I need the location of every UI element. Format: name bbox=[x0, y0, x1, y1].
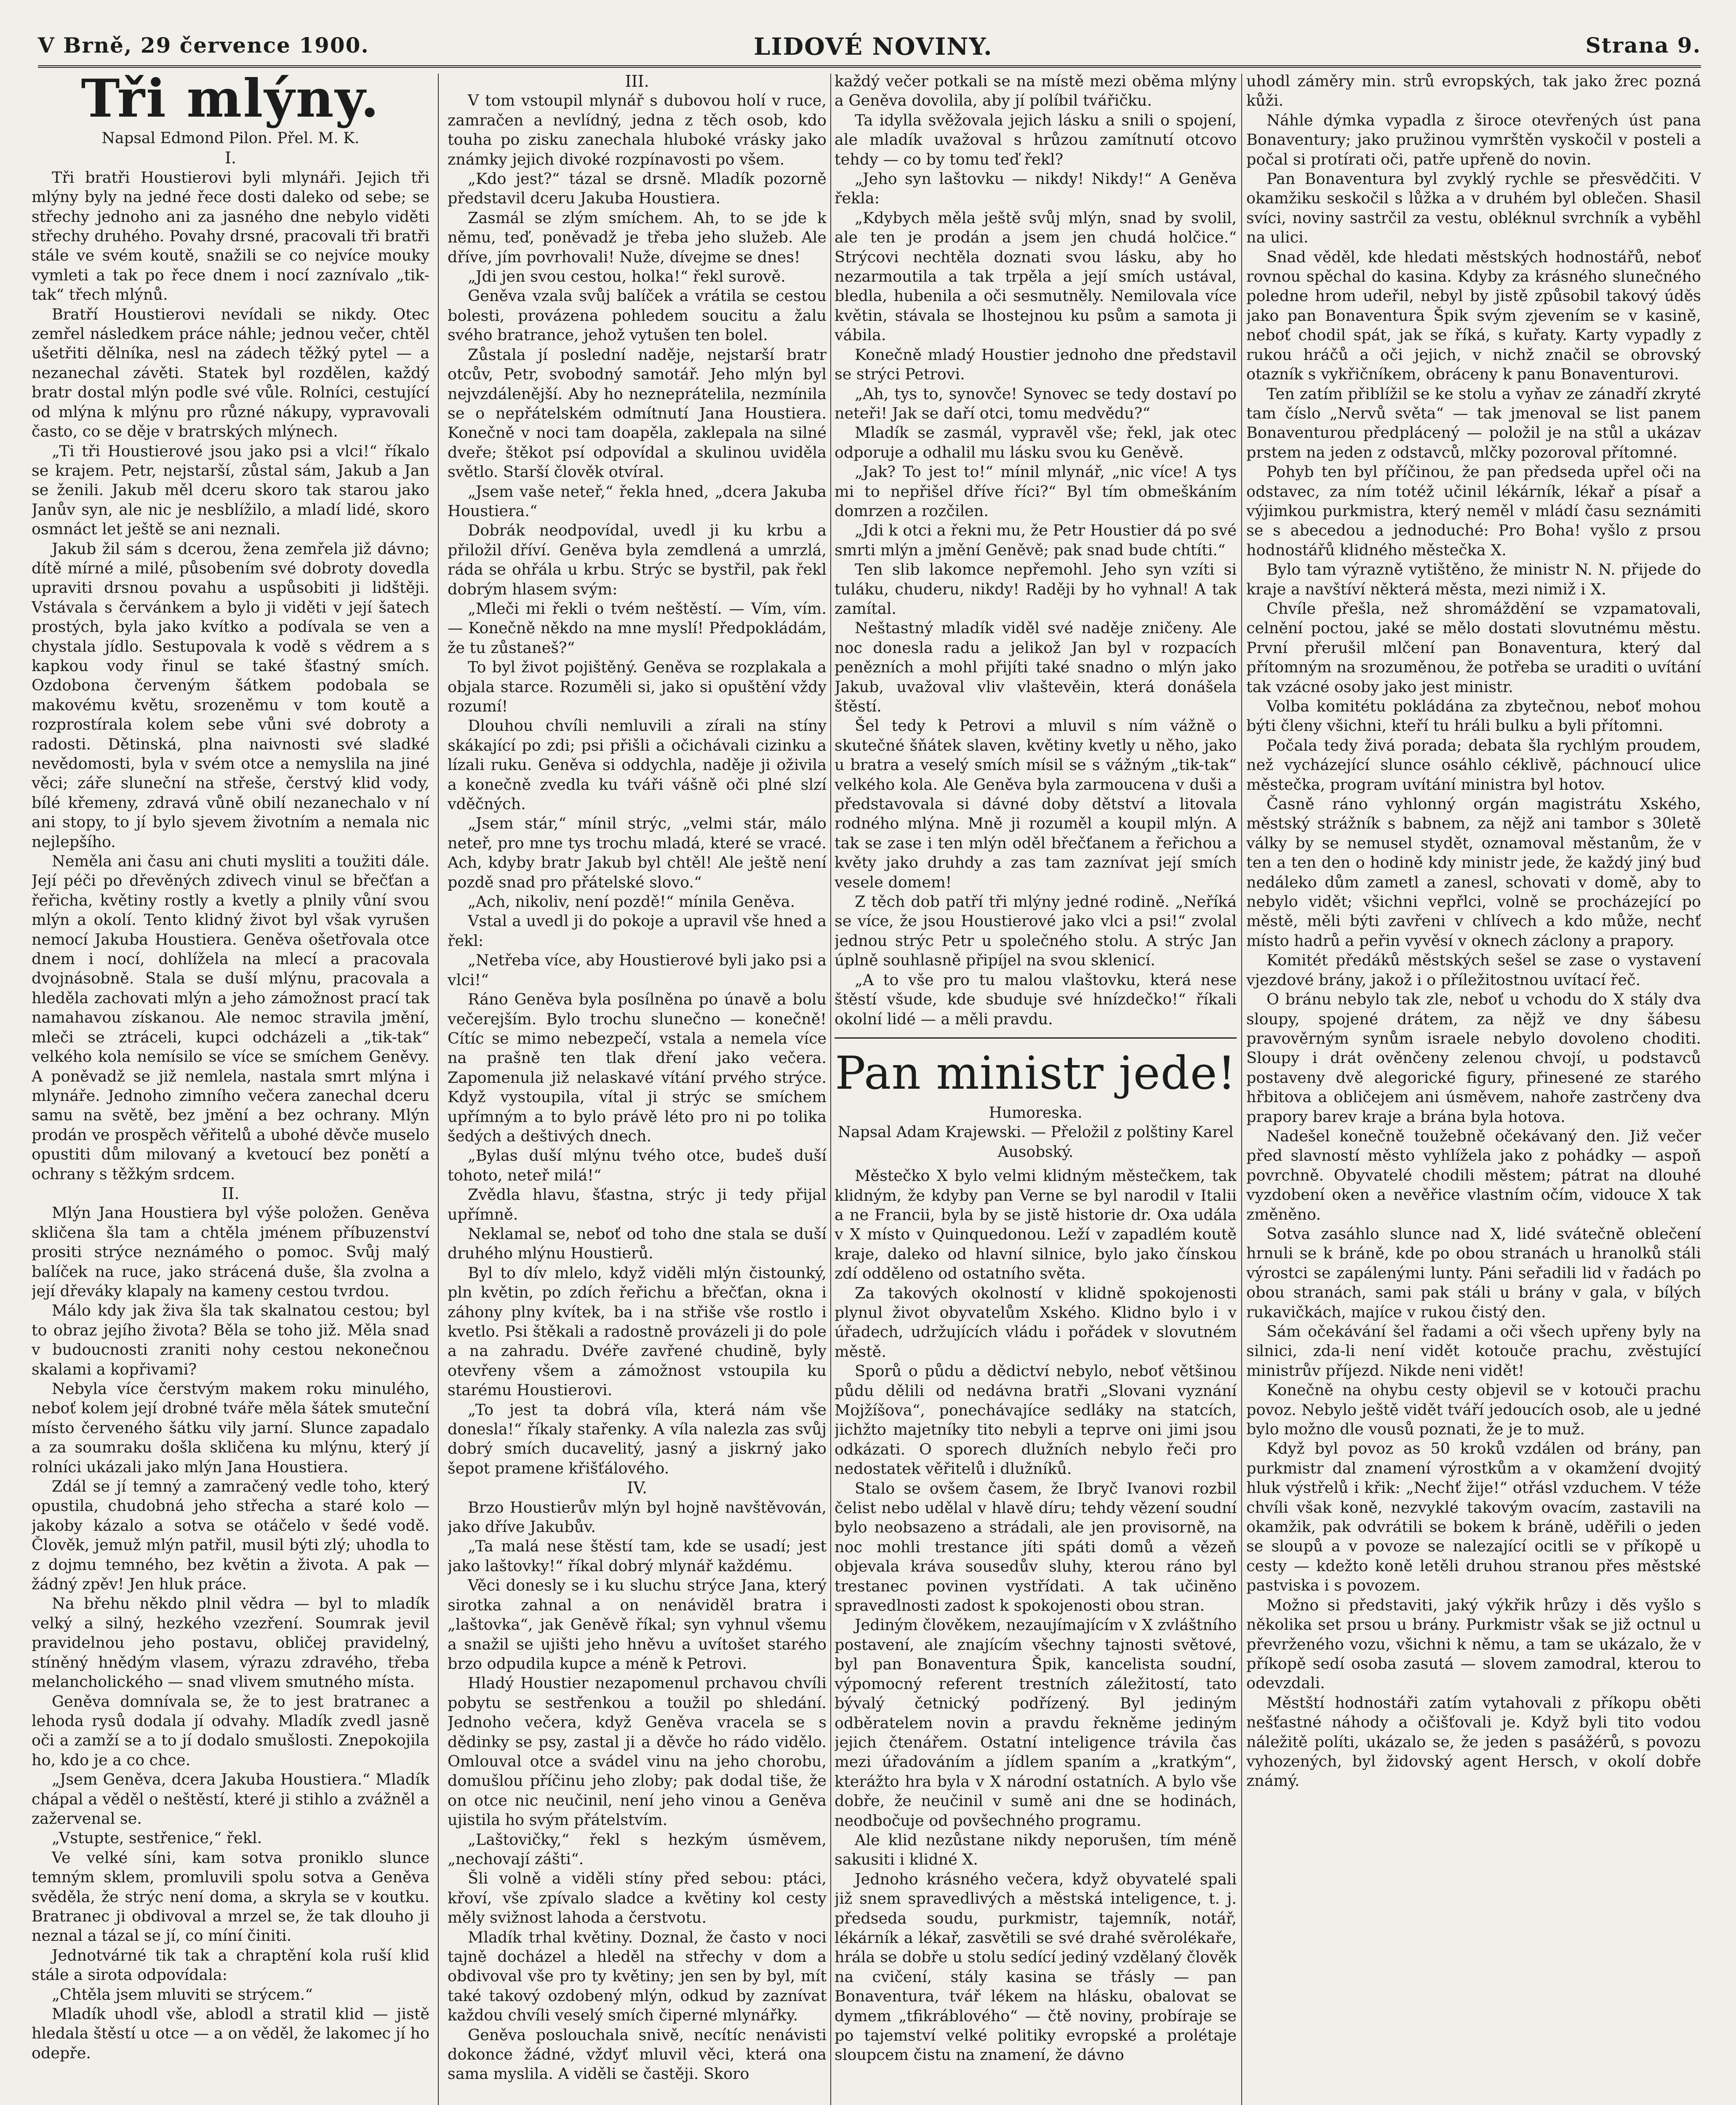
paragraph: Ráno Geněva byla posílněna po únavě a bolu večerejším. Bylo trochu slunečno — konečně! Cítíc se mimo nebezpečí, vstala a nemela více na prašně ten tlak dření jako večera. Zapomenula již nelaskavé vítání prvého strýce. Když vystoupila, vítal ji strýc se smíchem upřímným a to bylo právě léto pro ni po tolika šedých a deštivých dnech. bbox=[448, 990, 827, 1145]
issue-date: V Brně, 29 července 1900. bbox=[38, 33, 369, 58]
column-rule bbox=[438, 74, 439, 2105]
paragraph: Brzo Houstierův mlýn byl hojně navštěvován, jako dříve Jakubův. bbox=[448, 1498, 827, 1536]
paragraph: Zvědla hlavu, šťastna, strýc ji tedy přijal upřímně. bbox=[448, 1186, 827, 1223]
paragraph: „Ti tři Houstierové jsou jako psi a vlci!“ říkalo se krajem. Petr, nejstarší, zůstal sám, Jakub a Jan se ženili. Jakub měl dceru skoro tak starou jako Janův syn, ale nic je nesblížilo, a mladí lidé, skoro osmnáct let ještě se ani neznali. bbox=[32, 442, 429, 538]
paragraph: Městečko X bylo velmi klidným městečkem, tak klidným, že kdyby pan Verne se byl narodil v Italii a ne Francii, byla by se jistě historie dr. Oxa udála v X místo v Quinquedonou. Leží v zapadlém koutě kraje, daleko od hlavní silnice, bylo jako čínskou zdí odděleno od ostatního světa. bbox=[835, 1167, 1237, 1283]
paragraph: Věci donesly se i ku sluchu strýce Jana, který sirotka zahnal a on nenáviděl bratra i „laštovka“, jak Geněvě říkal; syn vyhnul všemu a snažil se ujišti jeho hněvu a uvítošet starého brzo odpudila kupce a méně k Petrovi. bbox=[448, 1576, 827, 1673]
story-title: Tři mlýny. bbox=[81, 72, 380, 129]
paragraph: Městští hodnostáři zatím vytahovali z příkopu oběti nešťastné náhody a očišťovali je. Když byli tito vodou náležitě políti, ukázalo se, že jeden s pasážérů, s povozu vyhozených, byl židovský agent Hersch, v okolí dobře známý. bbox=[1246, 1693, 1701, 1790]
paragraph: „Chtěla jsem mluviti se strýcem.“ bbox=[52, 1985, 313, 2004]
paragraph: To byl život pojištěný. Geněva se rozplakala a objala starce. Rozuměli si, jako si opuštění vždy rozumí! bbox=[448, 658, 827, 715]
paragraph: Geněva vzala svůj balíček a vrátila se cestou bolesti, provázena pohledem soucitu a žalu svého bratrance, jehož vytušen ten bolel. bbox=[448, 287, 827, 344]
column-rule bbox=[1241, 74, 1242, 2105]
paragraph: Ve velké síni, kam sotva proniklo slunce temným sklem, promluvili spolu sotva a Geněva svěděla, že strýc není doma, a skryla se v koutku. Bratranec ji obdivoval a mrzel se, že tak dlouho ji neznal a tázal se jí, co míní činiti. bbox=[32, 1848, 429, 1945]
section-divider bbox=[835, 1037, 1237, 1039]
paragraph: Bylo tam výrazně vytištěno, že ministr N. N. přijede do kraje a navštíví některá města, mezi nimiž i X. bbox=[1246, 560, 1701, 598]
paragraph: „To jest ta dobrá víla, která nám vše donesla!“ říkaly stařenky. A víla nalezla zas svůj dobrý smích ducavelitý, jasný a jiskrný jako šepot pramene křišťálového. bbox=[448, 1400, 827, 1477]
paragraph: Dlouhou chvíli nemluvili a zírali na stíny skákající po zdi; psi přišli a očichávali cizinku a lízali ruku. Geněva si oddychla, naděje ji oživila a konečně zvedla ku tváři vášně oči plné slzí vděčných. bbox=[448, 717, 827, 813]
paragraph: „Kdybych měla ještě svůj mlýn, snad by svolil, ale ten je prodán a jsem jen chudá holčice.“ Strýcovi nechtěla doznati svou lásku, aby ho nezarmoutila a tak trpěla a její smích ustával, bledla, hubenila a oči sesmutněly. Nemilovala více květin, stávala se lhostejnou ku psům a samota ji vábila. bbox=[835, 208, 1237, 344]
paragraph: „Mleči mi řekli o tvém neštěstí. — Vím, vím. — Konečně někdo na mne myslí! Předpokládám, že tu zůstaneš?“ bbox=[448, 599, 827, 657]
paragraph: Snad věděl, kde hledati městských hodnostářů, neboť rovnou spěchal do kasina. Kdyby za krásného slunečného poledne hrom udeřil, nebyl by jistě způsobil takový úděs jako pan Bonaventura Špik svým zjevením se v kasině, neboť chodil spát, jak se říká, s kuřaty. Karty vypadly z rukou hráčů a oči jejich, v nichž značil se obrovský otazník s vykřičníkem, obráceny k panu Bonaventurovi. bbox=[1246, 248, 1701, 384]
newspaper-name: LIDOVÉ NOVINY. bbox=[754, 33, 993, 61]
paragraph: Chvíle přešla, než shromáždění se vzpamatovali, celnění poctou, jaké se mělo dostati slovutnému městu. První přerušil mlčení pan Bonaventura, který dal přítomným na srozuměnou, že potřeba se uraditi o uvítání tak vzácné osoby jako jest ministr. bbox=[1246, 599, 1701, 696]
paragraph: Neklamal se, neboť od toho dne stala se duší druhého mlýnu Houstierů. bbox=[448, 1224, 827, 1263]
paragraph: Ten zatím přiblížil se ke stolu a vyňav ze zánadří zkryté tam číslo „Nervů světa“ — tak jmenoval se list panem Bonaventurou předplácený — položil je na stůl a ukázav prstem na jeden z odstavců, mlčky pozoroval přítomné. bbox=[1246, 384, 1701, 461]
paragraph: Mlýn Jana Houstiera byl výše položen. Geněva skličena šla tam a chtěla jménem příbuzenství prositi strýce neznámého o pomoc. Svůj malý balíček na ruce, jako strácená duše, šla zvolna a její dřeváky klapaly na kameny cestou tvrdou. bbox=[32, 1204, 429, 1300]
paragraph: Sám očekávání šel řadami a oči všech upřeny byly na silnici, zda-li není vidět kotouče prachu, zvěstující ministrův příjezd. Nikde neni vidět! bbox=[1246, 1322, 1701, 1380]
paragraph: Geněva domnívala se, že to jest bratranec a lehoda rysů dodala jí odvahy. Mladík zvedl jasně oči a zamží se a to jí dodalo smušlosti. Znepokojila ho, kdo je a co chce. bbox=[32, 1692, 429, 1769]
paragraph: Pan Bonaventura byl zvyklý rychle se přesvědčiti. V okamžiku seskočil s lůžka a v druhém byl oblečen. Shasil svíci, noviny sastrčil za vestu, obléknul svrchník a vyběhl na ulici. bbox=[1246, 170, 1701, 247]
paragraph: „Ach, nikoliv, není pozdě!“ mínila Geněva. bbox=[468, 893, 795, 911]
paragraph: Možno si představiti, jaký výkřik hrůzy i děs vyšlo s několika set prsou u brány. Purkmistr však se již octnul u převrženého vozu, všichni k němu, a tam se ukázalo, že v příkopě sedí osoba zasutá — slovem zamodral, kterou to odevzdali. bbox=[1246, 1596, 1701, 1692]
paragraph: „Laštovičky,“ řekl s hezkým úsměvem, „nechovají zášti“. bbox=[448, 1830, 827, 1868]
paragraph: Komitét předáků městských sešel se zase o vystavení vjezdové brány, jakož i o příležitostnou uvítací řeč. bbox=[1246, 951, 1701, 989]
column-4 bbox=[1246, 72, 1701, 2105]
paragraph: Jednoho krásného večera, když obyvatelé spali již snem spravedlivých a městská inteligence, t. j. předseda soudu, purkmistr, tajemník, notář, lékárník a lékař, zasvětili se své drahé svěrolékaře, hrála se dobře u stolu sedící jediný vzdělaný člověk na cvičení, stály kasina se třásly — pan Bonaventura, tvář lékem na hlásku, obalovat se dymem „tfikráblového“ — čtě noviny, probíraje se po tajemství velké politiky evropské a prolétaje sloupcem čistu na znamení, že dávno bbox=[835, 1870, 1237, 2064]
paragraph: Vstal a uvedl ji do pokoje a upravil vše hned a řekl: bbox=[448, 912, 827, 950]
paragraph: Konečně mladý Houstier jednoho dne představil se strýci Petrovi. bbox=[835, 345, 1237, 384]
paragraph: „Ah, tys to, synovče! Synovec se tedy dostaví po neteři! Jak se daří otci, tomu medvědu?“ bbox=[835, 384, 1237, 422]
paragraph: O bránu nebylo tak zle, neboť u vchodu do X stály dva sloupy, spojené drátem, za nějž ve dny šábesu pravověrným synům israele nebylo dovoleno choditi. Sloupy i drát ověnčeny zelenou chvojí, u podstavců postaveny dvě alegorické figury, přinesené ze starého hřbitova a obličejem ani úsměvem, nahoře zastrčeny dva prapory barev kraje a brána byla hotova. bbox=[1246, 990, 1701, 1126]
section-number: III. bbox=[625, 72, 649, 91]
paragraph: Když byl povoz as 50 kroků vzdálen od brány, pan purkmistr dal znamení výrostkům a v okamžení dvojitý hluk výstřelů i křik: „Nechť žije!“ otřásl vzduchem. V téže chvíli však koně, nezvyklé takovým ovacím, zastavili na okamžik, pak odvrátili se bokem k bráně, uděřili o jeden se sloupů a v povoze se nalezající ocitli se v příkopě u cesty — kdežto koně letěli druhou stranou přes městské pastviska i s povozem. bbox=[1246, 1439, 1701, 1595]
paragraph: „Jak? To jest to!“ mínil mlynář, „nic více! A tys mi to nepřišel dříve říci?“ Byl tím obmeškáním domrzen a rozčilen. bbox=[835, 463, 1237, 520]
paragraph: Ale klid nezůstane nikdy neporušen, tím méně sakusiti i klidné X. bbox=[835, 1831, 1237, 1869]
paragraph: Náhle dýmka vypadla z široce otevřených úst pana Bonaventury; jako pružinou vymrštěn vyskočil v posteli a počal si protírati oči, patře upřeně do novin. bbox=[1246, 111, 1701, 168]
paragraph: Sotva zasáhlo slunce nad X, lidé svátečně oblečení hrnuli se k bráně, kde po obou stranách u hranolků stáli výrostci se zapálenými lunty. Páni seřadili lid v řadách po obou stranách, sami pak stáli u brány v gala, v bílých rukavičkách, majíce v rukou čistý den. bbox=[1246, 1224, 1701, 1321]
story-genre: Humoreska. bbox=[989, 1104, 1083, 1122]
paragraph: Počala tedy živá porada; debata šla rychlým proudem, než vycházející slunce osáhlo céklivě, páchnoucí ulice městečka, program uvítání ministra byl hotov. bbox=[1246, 736, 1701, 794]
section-number: IV. bbox=[627, 1479, 647, 1497]
paragraph: Mladík se zasmál, vypravěl vše; řekl, jak otec odporuje a odhalil mu lásku svou ku Geněvě. bbox=[835, 424, 1237, 461]
paragraph: „A to vše pro tu malou vlaštovku, která nese štěstí všude, kde sbuduje své hnízdečko!“ říkali okolní lidé — a měli pravdu. bbox=[835, 970, 1237, 1028]
paragraph: Byl to dív mlelo, když viděli mlýn čistounký, pln květin, po zdích řeřichu a břečťan, okna i záhony plny kvítek, ba i na střiše vše rostlo i kvetlo. Psi štěkali a radostně provázeli ji do pole a na zahradu. Dvéře zavřené chudině, byly otevřeny všem a zámožnost vstoupila ku starému Houstierovi. bbox=[448, 1263, 827, 1399]
paragraph: „Jsem Geněva, dcera Jakuba Houstiera.“ Mladík chápal a věděl o neštěstí, které ji stihlo a zvážněl a zažervenal se. bbox=[32, 1770, 429, 1828]
column-2 bbox=[448, 72, 827, 2105]
paragraph: V tom vstoupil mlynář s dubovou holí v ruce, zamračen a nevlídný, jedna z těch osob, kdo touha po zisku zanechala hluboké vrásky jako známky jejich divoké rozpínavosti po všem. bbox=[448, 91, 827, 168]
paragraph: Z těch dob patří tři mlýny jedné rodině. „Neříká se více, že jsou Houstierové jako vlci a psi!“ zvolal jednou strýc Petr u společného stolu. A strýc Jan úplně souhlasně připíjel na svou sklenicí. bbox=[835, 893, 1237, 970]
paragraph: Nadešel konečně toužebně očekávaný den. Již večer před slavností město vyhlížela jako z pohádky — aspoň povrchně. Obyvatelé chodili městem; pátrat na dlouhé vyzdobení oken a nevěřice vlastním očím, vidouce X tak změněno. bbox=[1246, 1127, 1701, 1223]
column-3 bbox=[835, 72, 1237, 2105]
paragraph: Jednotvárné tik tak a chraptění kola ruší klid stále a sirota odpovídala: bbox=[32, 1946, 429, 1984]
paragraph: Jediným člověkem, nezaujímajícím v X zvláštního postavení, ale znajícím všechny tajnosti světové, byl pan Bonaventura Špik, kancelista soudní, výpomocný referent trestních záležitostí, tato bývalý četnický podřízený. Byl jediným odběratelem novin a pravdu řekněme jediným jejich čtenářem. Ostatní inteligence trávila čas mezi úřadováním a jídlem spaním a „kratkým“, kterážto hra byla v X národní ostatních. A bylo vše dobře, že neučinil v sumě ani dne se hodinách, neodbočuje od povšechného programu. bbox=[835, 1616, 1237, 1830]
paragraph: Zasmál se zlým smíchem. Ah, to se jde k němu, teď, poněvadž je třeba jeho služeb. Ale dříve, jím povrhovali! Nuže, dívejme se dnes! bbox=[448, 208, 827, 266]
paragraph: uhodl záměry min. strů evropských, tak jako žrec pozná kůži. bbox=[1246, 72, 1701, 110]
paragraph: Geněva poslouchala snivě, necítíc nenávisti dokonce žádné, vždyť mluvil věci, která ona sama myslila. A viděli se častěji. Skoro bbox=[448, 2025, 827, 2083]
column-1 bbox=[32, 72, 429, 2105]
paragraph: Hladý Houstier nezapomenul prchavou chvíli pobytu se sestřenkou a toužil po shledání. Jednoho večera, když Geněva vracela se s dědinky se psy, zastal ji a děvče ho rádo vidělo. Omlouval otce a svádel vinu na jeho chorobu, domušlou příčinu jeho zloby; pak dodal tiše, že on otce nic neučinil, není jeho vinou a Geněva ujistila ho svým přátelstvím. bbox=[448, 1674, 827, 1829]
paragraph: Stalo se ovšem časem, že Ibryč Ivanovi rozbil čelist nebo udělal v hlavě díru; tehdy vězení soudní bylo neobsazeno a strádali, ale jen provisorně, na noc mohli trestance jíti spáti domů a vězeň objevala kráva sousedův sluhy, kterou ráno byl trestanec povinen vystřídati. A tak učiněno spravedlnosti zadost k spokojenosti obou stran. bbox=[835, 1479, 1237, 1615]
newspaper-header bbox=[38, 25, 1701, 68]
paragraph: Neštastný mladík viděl své naděje zničeny. Ale noc donesla radu a jelikož Jan byl v rozpacích penězních a mohl přijíti také snadno o mlýn jako Jakub, uvažoval vliv vlaštevěin, která donášela štěstí. bbox=[835, 619, 1237, 715]
column-rule bbox=[830, 74, 831, 2105]
paragraph: Konečně na ohybu cesty objevil se v kotouči prachu povoz. Nebylo ještě vidět tváří jedoucích osob, ale u jedné bylo možno dle vousů poznati, že je to muž. bbox=[1246, 1381, 1701, 1439]
paragraph: Šli volně a viděli stíny před sebou: ptáci, křoví, vše zpívalo sladce a květiny kol cesty měly svižnost lahoda a čerstvotu. bbox=[448, 1869, 827, 1927]
paragraph: Dobrák neodpovídal, uvedl ji ku krbu a přiložil dříví. Geněva byla zemdlená a umrzlá, ráda se ohřála u krbu. Strýc se bystřil, pak řekl dobrým hlasem svým: bbox=[448, 521, 827, 598]
paragraph: „Bylas duší mlýnu tvého otce, budeš duší tohoto, neteř milá!“ bbox=[448, 1146, 827, 1184]
paragraph: Pohyb ten byl příčinou, že pan předseda upřel oči na odstavec, za ním totéž učinil lékárník, lékař a písař a výjimkou purkmistra, který neměl v mládí času seznámiti se s abecedou a jednoduché: Pro Boha! vyšlo z prsou hodnostářů klidného městečka X. bbox=[1246, 463, 1701, 559]
section-number: II. bbox=[221, 1184, 240, 1203]
paragraph: Za takových okolností v klidně spokojenosti plynul život obyvatelům Xského. Klidno bylo i v úřadech, udržujících vládu i pořádek v slovutném městě. bbox=[835, 1284, 1237, 1361]
paragraph: Tři bratři Houstierovi byli mlynáři. Jejich tři mlýny byly na jedné řece dosti daleko od sebe; se střechy jednoho ani za jasného dne nebylo viděti střechy druhého. Povahy drsné, pracovali tři bratři stále ve svém koutě, snažili se co nejvíce mouky vymleti a tak po řece dnem i nocí zaznívalo „tik-tak“ třech mlýnů. bbox=[32, 168, 429, 304]
paragraph: „Ta malá nese štěstí tam, kde se usadí; jest jako laštovky!“ říkal dobrý mlynář každému. bbox=[448, 1537, 827, 1575]
paragraph: „Jdi k otci a řekni mu, že Petr Houstier dá po své smrti mlýn a jmění Geněvě; pak snad bude chtíti.“ bbox=[835, 521, 1237, 559]
paragraph: „Jsem stár,“ mínil strýc, „velmi stár, málo neteř, pro mne tys trochu mladá, které se vracé. Ach, kdyby bratr Jakub byl chtěl! Ale ještě není pozdě snad pro přátelské slovo.“ bbox=[448, 814, 827, 891]
paragraph: Na břehu někdo plnil vědra — byl to mladík velký a silný, hezkého vzezření. Soumrak jevil pravidelnou jeho postavu, obličej pravidelný, stíněný hnědým vlasem, výrazu zdravého, třeba melancholického — snad vlivem smutného místa. bbox=[32, 1594, 429, 1691]
paragraph: Neměla ani času ani chuti mysliti a toužiti dále. Její péči po dřevěných zdivech vinul se břečťan a řeřicha, květiny rostly a kvetly a plnily vůní svou mlýn a okolí. Tento klidný život byl však vyrušen nemocí Jakuba Houstiera. Geněva ošetřovala otce dnem i nocí, dohlížela na mlecí a pracovala dvojnásobně. Stala se duší mlýnu, pracovala a hleděla zachovati mlýn a jeho zámožnost prací tak namahavou získanou. Ale nemoc stravila jmění, mleči se ztráceli, kupci odcházeli a „tik-tak“ velkého kola nemísilo se více se smíchem Geněvy. A poněvadž se již nemlela, nastala smrt mlýna i mlynáře. Jednoho zimního večera zanechal dceru samu na světě, bez jmění a bez ochrany. Mlýn prodán ve prospěch věřitelů a ubohé děvče muselo opustiti dům milovaný a kvetoucí bez ponětí a ochrany s těžkým srdcem. bbox=[32, 852, 429, 1183]
paragraph: každý večer potkali se na místě mezi oběma mlýny a Geněva dovolila, aby jí políbil tvářičku. bbox=[835, 72, 1237, 110]
paragraph: Bratří Houstierovi nevídali se nikdy. Otec zemřel následkem práce náhle; jednou večer, chtěl ušetřiti dělníka, nesl na zádech těžký pytel — a nezanechal závěti. Statek byl rozdělen, každý bratr dostal mlýn podle své vůle. Rolníci, cestující od mlýna k mlýnu pro různé nákupy, vypravovali často, co se děje v bratrských mlýnech. bbox=[32, 305, 429, 441]
paragraph: Mladík trhal květiny. Doznal, že často v noci tajně docházel a hleděl na střechy v dom a obdivoval vše pro ty květiny; jen sen by byl, mít také takový ozdobený mlýn, odkud by zaznívat každou chvíli veselý smích čiperné mlynářky. bbox=[448, 1928, 827, 2025]
story-byline: Napsal Edmond Pilon. Přel. M. K. bbox=[101, 130, 360, 147]
paragraph: Volba komitétu pokládána za zbytečnou, neboť mohou býti členy všichni, kteří tu hráli bulku a byli přítomni. bbox=[1246, 697, 1701, 735]
paragraph: „Kdo jest?“ tázal se drsně. Mladík pozorně představil dceru Jakuba Houstiera. bbox=[448, 170, 827, 208]
paragraph: Nebyla více čerstvým makem roku minulého, neboť kolem její drobné tváře měla šátek smuteční místo červeného šátku vily jarní. Slunce zapadalo a za soumraku došla skličena ku mlýnu, který jí rolníci ukázali jako mlýn Jana Houstiera. bbox=[32, 1380, 429, 1476]
paragraph: Ta idylla svěžovala jejich lásku a snili o spojení, ale mladík uvažoval s hrůzou zamítnutí otcovo tehdy — co by tomu teď řekl? bbox=[835, 111, 1237, 168]
paragraph: „Jdi jen svou cestou, holka!“ řekl surově. bbox=[468, 267, 786, 286]
paragraph: Málo kdy jak živa šla tak skalnatou cestou; byl to obraz jejího života? Běla se toho již. Měla snad v budoucnosti zraniti nohy cestou nekonečnou skalami a kopřivami? bbox=[32, 1301, 429, 1378]
page-number: Strana 9. bbox=[1585, 33, 1701, 58]
paragraph: Sporů o půdu a dědictví nebylo, neboť většinou půdu dělili od nedávna bratři „Slovani vyznání Mojžíšova“, ponechávajíce sedláky na statcích, jichžto majetníky tito nebyli a teprve oni jimi jsou odkázati. O sporech dlužních nebylo řeči pro nedostatek věřitelů i dlužníků. bbox=[835, 1362, 1237, 1478]
paragraph: Ten slib lakomce nepřemohl. Jeho syn vzíti si tuláku, chuderu, nikdy! Raději by ho vyhnal! A tak zamítal. bbox=[835, 560, 1237, 618]
paragraph: Časně ráno vyhlonný orgán magistrátu Xského, městský strážník s babnem, za nějž ani tambor s 30letě války by se nemusel stydět, oznamoval městanům, že v ten a ten den o hodině kdy ministr jede, že každý jiný buď nedáleko dům zametl a zanesl, schovati v domě, aby to nebylo vidět; všichni vepřlci, volně se procházející po městě, měli býti zavřeni v chlívech a kdo může, nechť místo hadrů a peřin vyvěsí v oknech záclony a prapory. bbox=[1246, 795, 1701, 950]
section-number: I. bbox=[224, 149, 237, 168]
paragraph: „Jeho syn laštovku — nikdy! Nikdy!“ A Geněva řekla: bbox=[835, 170, 1237, 208]
paragraph: Jakub žil sám s dcerou, žena zemřela již dávno; dítě mírné a milé, působením své dobroty dovedla upraviti drsnou povahu a uspůsobiti ji lidštěji. Vstávala s červánkem a bylo ji viděti v její šatech prostých, byla jako kvítko a podívala se ven a chystala jídlo. Sestupovala k vodě s vědrem a s kapkou vody řinul se také šťastný smích. Ozdobona červeným šátkem podobala se makovému květu, srozeněmu v tom koutě a rozprostírala kolem sebe vůni své dobroty a radosti. Dětinská, plna naivnosti své sladké nevědomosti, byla v svém otce a nemyslila na jiné věci; záře sluneční na střeše, čerstvý klid vody, bílé křemeny, zdravá vůně obilí nezanechalo v ní ani stopy, to jí bylo sjevem životním a nemala nic nejlepšího. bbox=[32, 539, 429, 851]
story-title: Pan ministr jede! bbox=[835, 1047, 1236, 1100]
story-byline: Napsal Adam Krajewski. — Přeložil z polštiny Karel Ausobský. bbox=[837, 1124, 1234, 1161]
paragraph: Šel tedy k Petrovi a mluvil s ním vážně o skutečné šňátek slaven, květiny kvetly u něho, jako u bratra a veselý smích mísil se s vážným „tik-tak“ velkého kola. Ale Geněva byla zarmoucena v duši a představovala si dávné doby dětství a litovala rodného mlýna. Mně ji rozuměl a koupil mlýn. A tak se zase i ten mlýn oděl břečťanem a řeřichou a květy jako druhdy a zas tam zaznívat její smích vesele domem! bbox=[835, 717, 1237, 891]
paragraph: Zdál se jí temný a zamračený vedle toho, který opustila, chudobná jeho střecha a staré kolo — jakoby kázalo a sotva se otáčelo v šedé vodě. Člověk, jemuž mlýn patřil, musil býti zlý; uhodla to z dojmu temného, bez květin a života. A pak — žádný zpěv! Jen hluk práce. bbox=[32, 1477, 429, 1593]
paragraph: „Netřeba více, aby Houstierové byli jako psi a vlci!“ bbox=[448, 951, 827, 989]
paragraph: „Jsem vaše neteř,“ řekla hned, „dcera Jakuba Houstiera.“ bbox=[448, 482, 827, 520]
paragraph: Zůstala jí poslední naděje, nejstarší bratr otcův, Petr, svobodný samotář. Jeho mlýn byl nejvzdálenější. Aby ho nezneprátelila, nezmínila se o nepřátelském odmítnutí Jana Houstiera. Konečně v noci tam doapěla, zaklepala na silné dveře; štěkot psí odpovídal a skulinou uviděla světlo. Starší člověk otvíral. bbox=[448, 345, 827, 481]
paragraph: Mladík uhodl vše, ablodl a stratil klid — jistě hledala štěstí u otce — a on věděl, že lakomec jí ho odepře. bbox=[32, 2005, 429, 2062]
paragraph: „Vstupte, sestřenice,“ řekl. bbox=[52, 1829, 262, 1847]
